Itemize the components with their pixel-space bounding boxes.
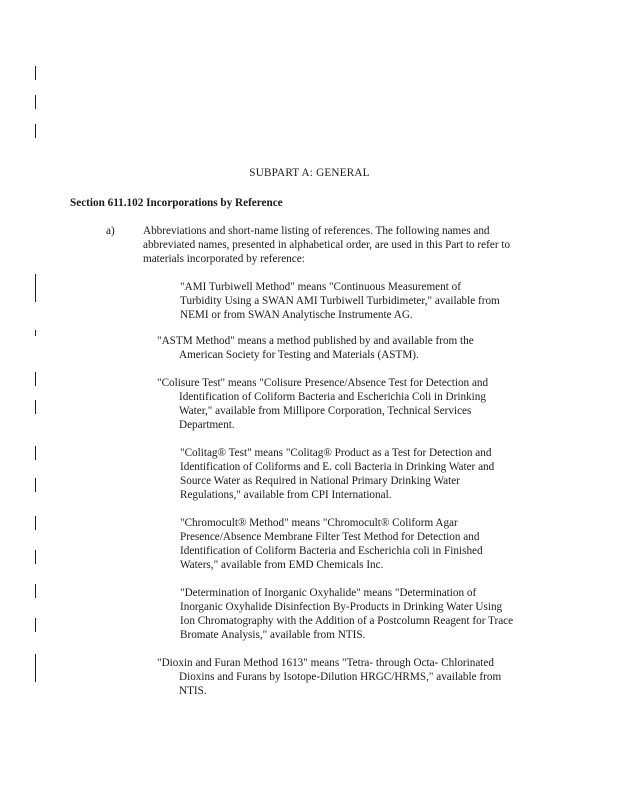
intro-line: materials incorporated by reference:	[143, 253, 305, 265]
intro-line: abbreviated names, presented in alphabetical order, are used in this Part to refer to	[143, 239, 511, 251]
definition-line: Turbidity Using a SWAN AMI Turbiwell Turbidimeter," available from	[180, 295, 500, 307]
definition-line: "Colitag® Test" means "Colitag® Product as a Test for Detection and	[180, 447, 492, 459]
definition-line: Source Water as Required in National Primary Drinking Water	[180, 475, 460, 487]
definition-line: NTIS.	[179, 685, 207, 697]
revision-bar	[35, 446, 36, 460]
definition-line: Identification of Coliform Bacteria and Escherichia Coli in Drinking	[179, 391, 486, 403]
definition-line: Ion Chromatography with the Addition of a Postcolumn Reagent for Trace	[180, 615, 514, 627]
revision-bar	[35, 618, 36, 632]
item-letter: a)	[106, 225, 115, 237]
definition-line: NEMI or from SWAN Analytische Instrumente AG.	[180, 309, 413, 321]
revision-bar	[35, 584, 36, 598]
revision-bar	[35, 372, 36, 386]
definition-line: Identification of Coliforms and E. coli Bacteria in Drinking Water and	[180, 461, 495, 473]
definition-line: "Determination of Inorganic Oxyhalide" means "Determination of	[180, 587, 477, 599]
revision-bar	[35, 66, 36, 80]
definition-line: "Colisure Test" means "Colisure Presence/Absence Test for Detection and	[157, 377, 489, 389]
revision-bar	[35, 274, 36, 302]
definition-line: "AMI Turbiwell Method" means "Continuous Measurement of	[180, 281, 461, 293]
subpart-heading: SUBPART A: GENERAL	[249, 167, 370, 179]
definition-line: "Dioxin and Furan Method 1613" means "Tetra- through Octa- Chlorinated	[157, 657, 494, 669]
revision-bar	[35, 95, 36, 109]
definition-line: Bromate Analysis," available from NTIS.	[180, 629, 366, 641]
definition-line: "ASTM Method" means a method published by and available from the	[157, 335, 474, 347]
definition-line: Waters," available from EMD Chemicals Inc.	[180, 559, 384, 571]
revision-bar	[35, 516, 36, 530]
definition-line: Water," available from Millipore Corporation, Technical Services	[179, 405, 472, 417]
definition-line: Inorganic Oxyhalide Disinfection By-Products in Drinking Water Using	[180, 601, 503, 613]
definition-line: Dioxins and Furans by Isotope-Dilution HRGC/HRMS," available from	[179, 671, 502, 683]
definition-line: "Chromocult® Method" means "Chromocult® Coliform Agar	[180, 517, 458, 529]
definition-line: Regulations," available from CPI International.	[180, 489, 392, 501]
revision-bar	[35, 550, 36, 564]
revision-bar	[35, 478, 36, 492]
revision-bar	[35, 654, 36, 682]
revision-bar	[35, 330, 36, 336]
definition-line: Presence/Absence Membrane Filter Test Method for Detection and	[180, 531, 480, 543]
revision-bar	[35, 124, 36, 138]
definition-line: American Society for Testing and Materials (ASTM).	[179, 349, 419, 361]
revision-bar	[35, 400, 36, 414]
section-title: Section 611.102 Incorporations by Reference	[70, 197, 283, 209]
definition-line: Identification of Coliform Bacteria and Escherichia coli in Finished	[180, 545, 483, 557]
definition-line: Department.	[179, 419, 235, 431]
intro-line: Abbreviations and short-name listing of references. The following names and	[143, 225, 490, 237]
